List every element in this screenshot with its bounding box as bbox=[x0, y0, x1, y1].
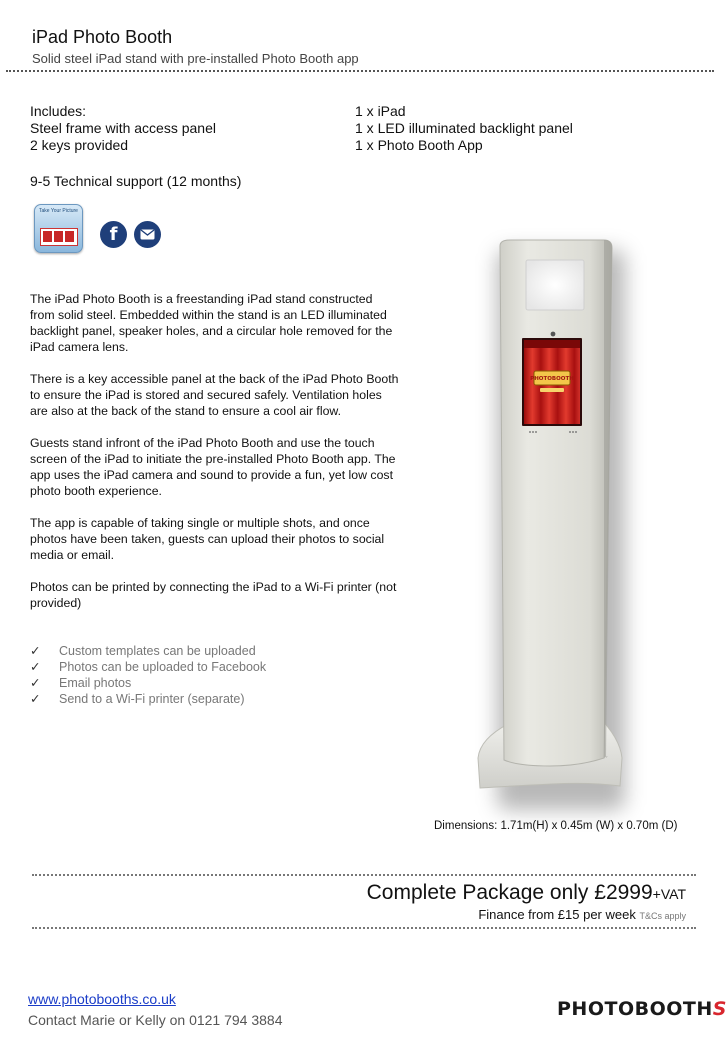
price-headline bbox=[367, 881, 686, 905]
description-paragraph: Guests stand infront of the iPad Photo Booth and use the touch screen of the iPad to initiate the pre-installed Photo Booth app. The app uses the iPad camera and sound to provide a fun, yet low cost photo booth experience. bbox=[30, 436, 396, 498]
includes-right-list bbox=[355, 103, 573, 154]
email-icon[interactable] bbox=[134, 221, 161, 248]
includes-item: 1 x Photo Booth App bbox=[355, 137, 483, 153]
take-your-picture-app-icon[interactable] bbox=[34, 204, 83, 253]
finance-text: Finance from £15 per week bbox=[478, 907, 636, 922]
page-subtitle: Solid steel iPad stand with pre-installed Photo Booth app bbox=[32, 51, 359, 66]
list-item: ✓ Send to a Wi-Fi printer (separate) bbox=[30, 692, 245, 706]
photobooths-logo: PHOTOBOOTHS bbox=[557, 998, 727, 1020]
includes-item: Steel frame with access panel bbox=[30, 120, 216, 136]
list-item: ✓ Custom templates can be uploaded bbox=[30, 644, 256, 658]
check-icon: ✓ bbox=[30, 676, 41, 690]
price-divider-top bbox=[32, 874, 696, 876]
dimensions-caption: Dimensions: 1.71m(H) x 0.45m (W) x 0.70m (D) bbox=[434, 820, 678, 832]
includes-left-list bbox=[30, 103, 216, 154]
screen-logo-text: PHOTOBOOTH bbox=[530, 376, 574, 382]
photo-strip-graphic bbox=[40, 228, 78, 246]
page-title: iPad Photo Booth bbox=[32, 27, 173, 47]
terms-note: T&Cs apply bbox=[639, 911, 686, 921]
includes-item: 1 x LED illuminated backlight panel bbox=[355, 120, 573, 136]
includes-item: 2 keys provided bbox=[30, 137, 129, 153]
facebook-icon[interactable]: f bbox=[100, 221, 127, 248]
check-icon: ✓ bbox=[30, 692, 41, 706]
description-paragraph: The app is capable of taking single or multiple shots, and once photos have been taken, guests can upload their photos to social media or email. bbox=[30, 516, 385, 562]
description-paragraph: The iPad Photo Booth is a freestanding iPad stand constructed from solid steel. Embedded within the stand is an LED illuminated backlight panel, speaker holes, and a circular hole removed for the iPad camera lens. bbox=[30, 292, 393, 354]
ipad-stand-image bbox=[470, 238, 630, 808]
list-item: ✓ Photos can be uploaded to Facebook bbox=[30, 660, 267, 674]
price-divider-bottom bbox=[32, 927, 696, 929]
price-text: Complete Package only £2999 bbox=[366, 881, 653, 904]
technical-support-note: 9-5 Technical support (12 months) bbox=[30, 173, 242, 189]
website-link[interactable]: www.photobooths.co.uk bbox=[28, 991, 176, 1007]
includes-item: 1 x iPad bbox=[355, 103, 406, 119]
envelope-glyph bbox=[140, 229, 155, 240]
finance-line bbox=[478, 907, 686, 922]
header-divider bbox=[6, 70, 714, 72]
list-item: ✓ Email photos bbox=[30, 676, 132, 690]
includes-heading: Includes: bbox=[30, 103, 87, 119]
description-body bbox=[30, 291, 400, 627]
check-icon: ✓ bbox=[30, 644, 41, 658]
vat-label: +VAT bbox=[652, 886, 686, 902]
contact-line: Contact Marie or Kelly on 0121 794 3884 bbox=[28, 1012, 283, 1028]
app-icon-caption: Take Your Picture bbox=[39, 208, 78, 214]
description-paragraph: There is a key accessible panel at the back of the iPad Photo Booth to ensure the iPad is stored and secured safely. Ventilation holes are also at the back of the stand to ensure a cool air flow. bbox=[30, 372, 399, 418]
description-paragraph: Photos can be printed by connecting the iPad to a Wi-Fi printer (not provided) bbox=[30, 580, 397, 610]
check-icon: ✓ bbox=[30, 660, 41, 674]
feature-checklist bbox=[30, 643, 266, 707]
